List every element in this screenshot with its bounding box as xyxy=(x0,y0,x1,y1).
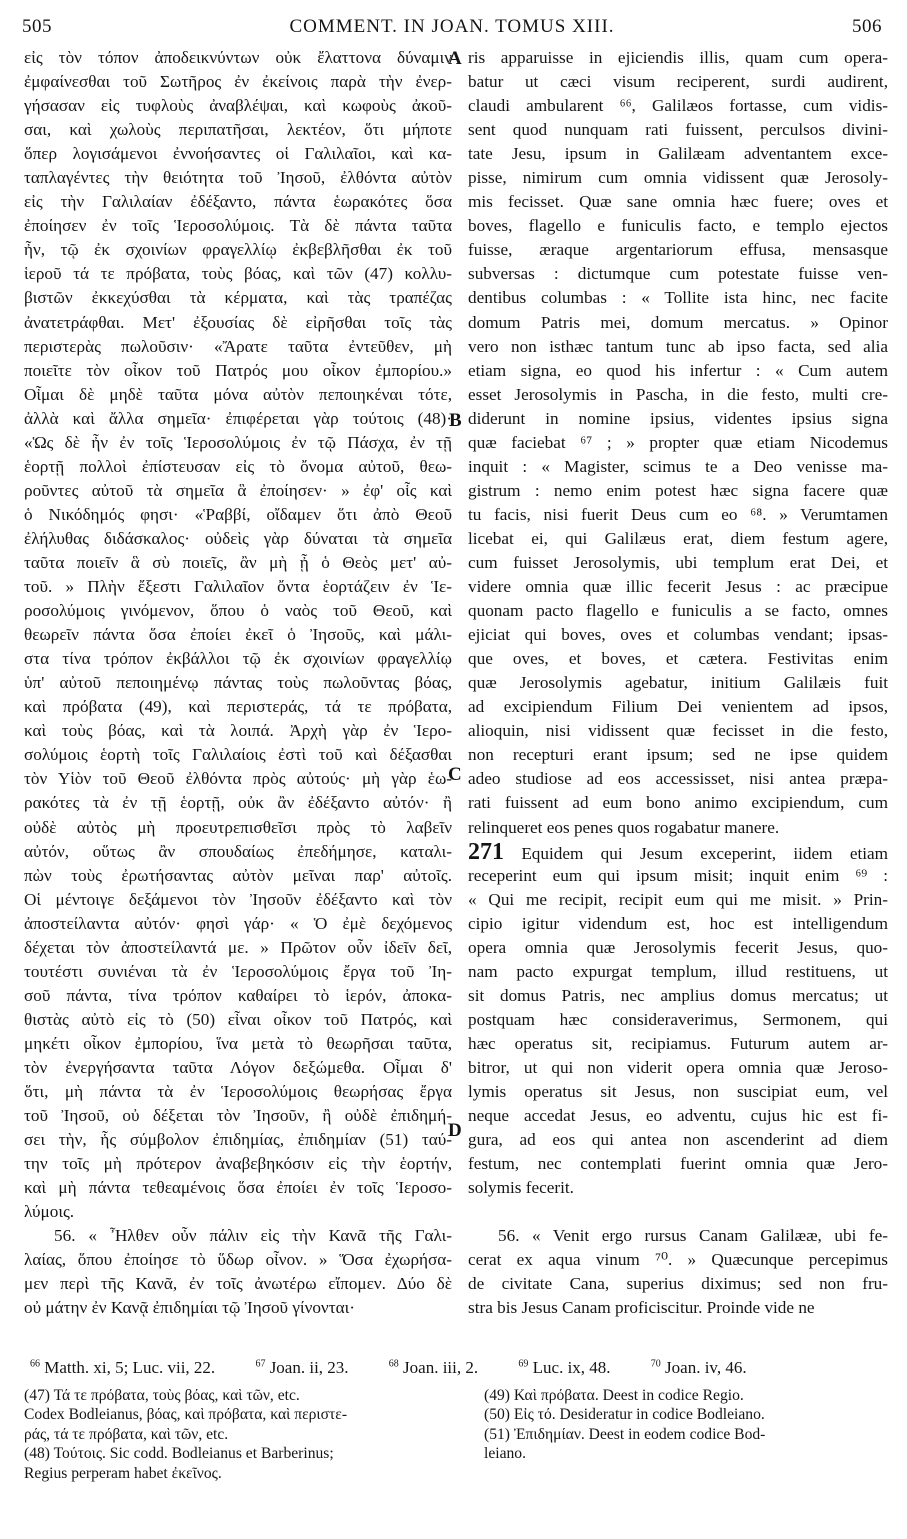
greek-text-line: σαι, καὶ χωλοὺς περιπατῆσαι, λεκτέον, ὅτι μήποτε xyxy=(24,120,452,140)
greek-text-line: λαίας, ὅπου ἐποίησε τὸ ὕδωρ οἶνον. » Ὅσα ἐχωρήσα- xyxy=(24,1250,452,1270)
greek-text-line: την τοῖς μὴ πρότερον ἀναβεβηκόσιν εἰς τὴν ἑορτήν, xyxy=(24,1154,452,1174)
greek-text-line: περιστερὰς πωλοῦσιν· «Ἄρατε ταῦτα ἐντεῦθεν, μὴ xyxy=(24,336,452,356)
greek-text-line: ταῦτα ποιεῖν ἃ σὺ ποιεῖς, ἂν μὴ ᾖ ὁ Θεὸς μετ' αὐ- xyxy=(24,552,452,572)
latin-text-line: alioquin, nisi vidissent quæ fecisset in die festo, xyxy=(468,721,888,741)
latin-text-line: tate Jesu, ipsum in Galilæam adventantem exce- xyxy=(468,144,888,164)
greek-text-line: δέχεται τὸν ἀποστείλαντά με. » Πρῶτον οὖν ἰδεῖν δεῖ, xyxy=(24,937,452,957)
footnote-line: leiano. xyxy=(484,1445,526,1463)
greek-text-column xyxy=(24,46,452,1320)
page-number-right: 506 xyxy=(852,16,882,37)
latin-text-line: gura, ad eos qui antea non ascenderint ad diem xyxy=(468,1130,888,1150)
greek-text-line: ἐμφαίνεσθαι τοῦ Σωτῆρος ἐν ἐκείνοις παρὰ τὴν ἐνερ- xyxy=(24,72,452,92)
latin-text-line: subversas : dictumque cum potestate fuisse ven- xyxy=(468,264,888,284)
latin-text-line: cum fuisset Jerosolymis, ubi templum erat Dei, et xyxy=(468,552,888,572)
citation: $^{68}$ Joan. iii, 2. xyxy=(388,1357,479,1377)
greek-text-line: τὸν Υἱὸν τοῦ Θεοῦ ἐλθόντα πρὸς αὐτούς· μὴ γὰρ ἑω- xyxy=(24,769,452,789)
greek-text-line: μεν περὶ τῆς Κανᾶ, ἐν τοῖς ἀνωτέρω εἴπομεν. Δύο δὲ xyxy=(24,1274,452,1294)
latin-text-line: diderunt in nomine ipsius, videntes ipsius signa xyxy=(468,408,888,428)
greek-text-line: τὸν ἐνεργήσαντα ταῦτα Λόγον δεξώμεθα. Οἶμαι δ' xyxy=(24,1057,452,1077)
greek-text-line: τοῦ Ἰησοῦ, οὐ δέξεται τὸν Ἰησοῦν, ἢ οὐδὲ ἐπιδημή- xyxy=(24,1106,452,1126)
greek-text-line: στα τίνα τρόπον ἐκβάλλοι τῷ ἐκ σχοινίων φραγελλίῳ xyxy=(24,649,452,669)
footnotes-right xyxy=(484,1386,884,1464)
greek-text-line: ἀνατετράφθαι. Μετ' ἐξουσίας δὲ εἰρῆσθαι τοῖς τὰς xyxy=(24,312,452,332)
greek-text-line: Οἶμαι δὲ μηδὲ ταῦτα μόνα αὐτὸν πεποιηκέναι τότε, xyxy=(24,384,452,404)
greek-text-line: καὶ πρόβατα (49), καὶ περιστεράς, τά τε πρόβατα, xyxy=(24,697,452,717)
greek-text-line: ὅτι, μὴ πάντα τὰ ἐν Ἱεροσολύμοις θεωρήσας ἔργα xyxy=(24,1082,452,1102)
greek-text-line: σει τὴν, ἧς σύμβολον ἐπιδημίας, ἐπιδημίαν (51) ταύ- xyxy=(24,1130,452,1150)
latin-text-line: de civitate Cana, superius diximus; sed non fru- xyxy=(468,1274,888,1294)
greek-text-line: ροσολύμοις γινόμενον, ὅπου ὁ ναὸς τοῦ Θεοῦ, καὶ xyxy=(24,601,452,621)
latin-text-line: sent quod nunquam rati fuissent, perculsos divini- xyxy=(468,120,888,140)
latin-text-line: videre omnia quæ illic fecerit Jesus : ac præcipue xyxy=(468,577,888,597)
latin-text-line: quonam pacto flagello e funiculis a se facto, omnes xyxy=(468,601,888,621)
greek-text-line: γήσασαν εἰς τυφλοὺς ἀναβλέψαι, καὶ κωφοὺς ἀκοῦ- xyxy=(24,96,452,116)
greek-text-line: αὐτόν, οὕτως ἂν σπουδαίως ἐπεδήμησε, καταλι- xyxy=(24,841,452,861)
citation: $^{70}$ Joan. iv, 46. xyxy=(650,1357,747,1377)
greek-text-line: βιστῶν ἐκκεχύσθαι τὰ κέρματα, καὶ τὰς τραπέζας xyxy=(24,288,452,308)
greek-text-line: τουτέστι συνιέναι τὰ ἐν Ἱεροσολύμοις ἔργα τοῦ Ἰη- xyxy=(24,961,452,981)
latin-text-line: boves, flagello e funiculis facto, e templo ejectos xyxy=(468,216,888,236)
greek-text-line: 56. « Ἦλθεν οὖν πάλιν εἰς τὴν Κανᾶ τῆς Γαλι- xyxy=(54,1226,452,1246)
latin-text-line: cipio igitur videndum est, hoc est intelligendum xyxy=(468,913,888,933)
latin-text-line: tu facis, nisi fuerit Deus cum eo ⁶⁸. » Verumtamen xyxy=(468,504,888,524)
latin-text-line: vero non isthæc tantum tunc ab ipso facta, sed alia xyxy=(468,336,888,356)
latin-text-line: sit domus Patris, nec amplius domus mercatus; ut xyxy=(468,985,888,1005)
footnote-line: ράς, τά τε πρόβατα, καὶ τῶν, etc. xyxy=(24,1425,229,1443)
latin-text-line: ejiciat qui boves, oves et columbas vendant; ipsas- xyxy=(468,625,888,645)
latin-text-line: « Qui me recipit, recipit eum qui me misit. » Prin- xyxy=(468,889,888,909)
latin-text-line: quæ Jerosolymis agebatur, initium Galilæis fuit xyxy=(468,673,888,693)
latin-text-line: quæ faciebat ⁶⁷ ; » propter quæ etiam Nicodemus xyxy=(468,432,888,452)
latin-text-line: relinqueret eos penes quos rogabatur manere. xyxy=(468,817,780,837)
latin-text-line: ris apparuisse in ejiciendis illis, quam cum opera- xyxy=(468,48,888,67)
latin-text-line: stra bis Jesus Canam proficiscitur. Proinde vide ne xyxy=(468,1298,815,1318)
section-number: 271 xyxy=(468,839,504,864)
latin-text-line: cerat ex aqua vinum ⁷⁰. » Quæcunque percepimus xyxy=(468,1250,888,1270)
latin-text-line: inquit : « Magister, scimus te a Deo venisse ma- xyxy=(468,456,888,476)
greek-text-line: μηκέτι οἶκον ἐμπορίου, ἵνα μετὰ τὸ θεωρῆσαι ταῦτα, xyxy=(24,1033,452,1053)
greek-text-line: ἦν, τῷ ἐκ σχοινίων φραγελλίῳ ἐκβεβλῆσθαι ἐκ τοῦ xyxy=(24,240,452,260)
greek-text-line: ὁ Νικόδημός φησι· «Ῥαββί, οἴδαμεν ὅτι ἀπὸ Θεοῦ xyxy=(24,504,452,524)
greek-text-line: Οἱ μέντοιγε δεξάμενοι τὸν Ἰησοῦν ἐδέξαντο καὶ τὸν xyxy=(24,889,452,909)
margin-marker-d: D xyxy=(448,1120,462,1141)
margin-marker-c: C xyxy=(448,764,462,785)
greek-text-line: ποιεῖτε τὸν οἶκον τοῦ Πατρός μου οἶκον ἐμπορίου.» xyxy=(24,360,452,380)
greek-text-line: ἐποίησεν ἐν τοῖς Ἱεροσολύμοις. Τὰ δὲ πάντα ταῦτα xyxy=(24,216,452,236)
greek-text-line: ὅπερ λογισάμενοι ἐννοήσαντες οἱ Γαλιλαῖοι, καὶ κα- xyxy=(24,144,452,164)
greek-text-line: λύμοις. xyxy=(24,1202,75,1222)
greek-text-line: σολύμοις ἑορτὴ τοῖς Γαλιλαίοις ἐστὶ τοῦ καὶ δέξασθαι xyxy=(24,745,452,765)
footnote-line: (47) Τά τε πρόβατα, τοὺς βόας, καὶ τῶν, etc. xyxy=(24,1387,300,1404)
latin-text-line: adeo studiose ad eos accessisset, nisi antea præpa- xyxy=(468,769,888,789)
greek-text-line: ροῦντες αὐτοῦ τὰ σημεῖα ἃ ἐποίησεν· » ἐφ' οἷς καὶ xyxy=(24,480,452,500)
citation: $^{69}$ Luc. ix, 48. xyxy=(518,1357,611,1377)
greek-text-line: οὐ μάτην ἐν Κανᾷ ἐπιδημίαι τῷ Ἰησοῦ γίνονται· xyxy=(24,1298,355,1318)
latin-text-line: pisse, nimirum cum omnia vidissent quæ Jerosoly- xyxy=(468,168,888,188)
latin-text-line: licebat ei, qui Galilæus erat, diem festum agere, xyxy=(468,528,888,548)
latin-text-line: 271 Equidem qui Jesum exceperint, iidem etiam xyxy=(468,839,888,864)
greek-text-line: θεωρεῖν πάντα ὅσα ἐποίει ἐκεῖ ὁ Ἰησοῦς, καὶ μάλι- xyxy=(24,625,452,645)
greek-text-line: ἐλήλυθας διδάσκαλος· οὐδεὶς γὰρ δύναται τὰ σημεῖα xyxy=(24,528,452,548)
greek-text-line: πὼν τοὺς ἐρωτήσαντας αὐτὸν μεῖναι παρ' αὐτοῖς. xyxy=(24,865,452,885)
greek-text-line: ἑορτῇ πολλοὶ ἐπίστευσαν εἰς τὸ ὄνομα αὐτοῦ, θεω- xyxy=(24,456,452,476)
running-title: COMMENT. IN JOAN. TOMUS XIII. xyxy=(289,16,615,37)
latin-text-line: 56. « Venit ergo rursus Canam Galilææ, ubi fe- xyxy=(498,1226,888,1246)
latin-text-line: claudi ambularent ⁶⁶, Galilæos fortasse, cum vidis- xyxy=(468,96,888,116)
latin-text-line: non recepturi erant ipsum; sed ne ipse quidem xyxy=(468,745,888,765)
latin-text-line: mis fecisset. Quæ sane omnia hæc fuere; oves et xyxy=(468,192,888,212)
latin-text-line: opera omnia quæ Jerosolymis fecerit Jesus, quo- xyxy=(468,937,888,957)
footnote-line: (48) Τούτοις. Sic codd. Bodleianus et Barberinus; xyxy=(24,1445,334,1463)
latin-text-line: esset Jerosolymis in Pascha, in die festo, multi cre- xyxy=(468,384,888,404)
latin-text-line: fuisse, æraque argentariorum effusa, mensasque xyxy=(468,240,888,260)
page-number-left: 505 xyxy=(22,16,52,37)
greek-text-line: εἰς τὸν τόπον ἀποδεικνύντων οὐκ ἔλαττονα δύναμιν xyxy=(24,48,452,67)
greek-text-line: καὶ μὴ πάντα τεθεαμένοις ὅσα ἐποίει ἐν τοῖς Ἱεροσο- xyxy=(24,1178,452,1198)
latin-text-line: receperint eum qui ipsum misit; inquit enim ⁶⁹ : xyxy=(468,865,888,885)
footnote-line: Codex Bodleianus, βόας, καὶ πρόβατα, καὶ περιστε- xyxy=(24,1406,348,1424)
footnote-line: (51) Ἐπιδημίαν. Deest in eodem codice Bod- xyxy=(484,1425,766,1443)
latin-text-line: gistrum : nemo enim potest hæc signa facere quæ xyxy=(468,480,888,500)
latin-text-line: domum Patris mei, domum mercatus. » Opinor xyxy=(468,312,888,332)
footnotes-left xyxy=(24,1386,454,1483)
greek-text-line: ἀλλὰ καὶ ἄλλα σημεῖα· ἐπιφέρεται γὰρ τούτοις (48)· xyxy=(24,408,452,428)
latin-text-column xyxy=(468,46,888,1320)
greek-text-line: εἰς τὴν Γαλιλαίαν ἐδέξαντο, πάντα ἑωρακότες ὅσα xyxy=(24,192,452,212)
footnote-line: (49) Καὶ πρόβατα. Deest in codice Regio. xyxy=(484,1387,744,1404)
latin-text-line: que oves, et boves, et cætera. Festivitas enim xyxy=(468,649,888,669)
page-header xyxy=(22,12,882,46)
greek-text-line: τοῦ. » Πλὴν ἔξεστι Γαλιλαῖον ὄντα ἑορτάζειν ἐν Ἱε- xyxy=(24,577,452,597)
greek-text-line: οὐδὲ αὐτὸς μὴ προευτρεπισθεῖσι πρὸς τὸ λαβεῖν xyxy=(24,817,452,837)
scripture-citations xyxy=(30,1352,890,1380)
latin-text-line: festum, nec contemplati fuerint omnia quæ Jero- xyxy=(468,1154,888,1174)
footnote-line: Regius perperam habet ἐκεῖνος. xyxy=(24,1464,222,1482)
greek-text-line: ρακότες τὰ ἐν τῇ ἑορτῇ, οὐκ ἂν ἐδέξαντο αὐτόν· ἢ xyxy=(24,793,452,813)
latin-text-line: ad excipiendum Filium Dei venientem ad ipsos, xyxy=(468,697,888,717)
greek-text-line: ἀποστείλαντα αὐτόν· φησὶ γάρ· « Ὁ ἐμὲ δεχόμενος xyxy=(24,913,452,933)
margin-marker-a: A xyxy=(448,48,462,69)
greek-text-line: «Ὡς δὲ ἦν ἐν τοῖς Ἱεροσολύμοις ἐν τῷ Πάσχα, ἐν τῇ xyxy=(24,432,452,452)
latin-text-line: solymis fecerit. xyxy=(468,1178,574,1198)
greek-text-line: θιστὰς αὐτὸ εἰς τὸ (50) εἶναι οἶκον τοῦ Πατρός, καὶ xyxy=(24,1009,452,1029)
latin-text-line: etiam signa, eo quod his infertur : « Cum autem xyxy=(468,360,888,380)
greek-text-line: ἱεροῦ τά τε πρόβατα, τοὺς βόας, καὶ τῶν (47) κολλυ- xyxy=(24,264,452,284)
latin-text-line xyxy=(468,1200,888,1224)
margin-marker-b: B xyxy=(449,410,462,431)
footnote-line: (50) Εἰς τό. Desideratur in codice Bodleiano. xyxy=(484,1406,765,1424)
latin-text-line: bitror, ut qui non viderit opera omnia quæ Jeroso- xyxy=(468,1057,888,1077)
latin-text-line: hæc operatus sit, recipiamus. Futurum autem ar- xyxy=(468,1033,888,1053)
latin-text-line: lymis operatus sit Jesus, non suscipiat eum, vel xyxy=(468,1082,888,1102)
latin-text-line: batur ut cæci visum reciperent, surdi audirent, xyxy=(468,72,888,92)
greek-text-line: καὶ τοὺς βόας, καὶ τὰ λοιπά. Ἀρχὴ γὰρ ἐν Ἱερο- xyxy=(24,721,452,741)
citation: $^{67}$ Joan. ii, 23. xyxy=(255,1357,349,1377)
latin-text-line: neque accedat Jesus, eo adventu, cujus hic est fi- xyxy=(468,1106,888,1126)
latin-text-line: rati fuissent ad eum bono animo excipiendum, cum xyxy=(468,793,888,813)
latin-text-line: dentibus columbas : « Tollite ista hinc, nec facite xyxy=(468,288,888,308)
latin-text-line: postquam hæc consideraverimus, Sermonem, qui xyxy=(468,1009,888,1029)
greek-text-line: ὑπ' αὐτοῦ πεποιημένῳ πάντας τοὺς πωλοῦντας βόας, xyxy=(24,673,452,693)
citation: $^{66}$ Matth. xi, 5; Luc. vii, 22. xyxy=(30,1357,216,1377)
greek-text-line: σοῦ πάντα, τίνα τρόπον καθαίρει τὸ ἱερόν, ἀποκα- xyxy=(24,985,452,1005)
latin-text-line: nam pacto expurgat templum, illud restituens, ut xyxy=(468,961,888,981)
greek-text-line: ταπλαγέντες τὴν θειότητα τοῦ Ἰησοῦ, ἐλθόντα αὐτὸν xyxy=(24,168,452,188)
